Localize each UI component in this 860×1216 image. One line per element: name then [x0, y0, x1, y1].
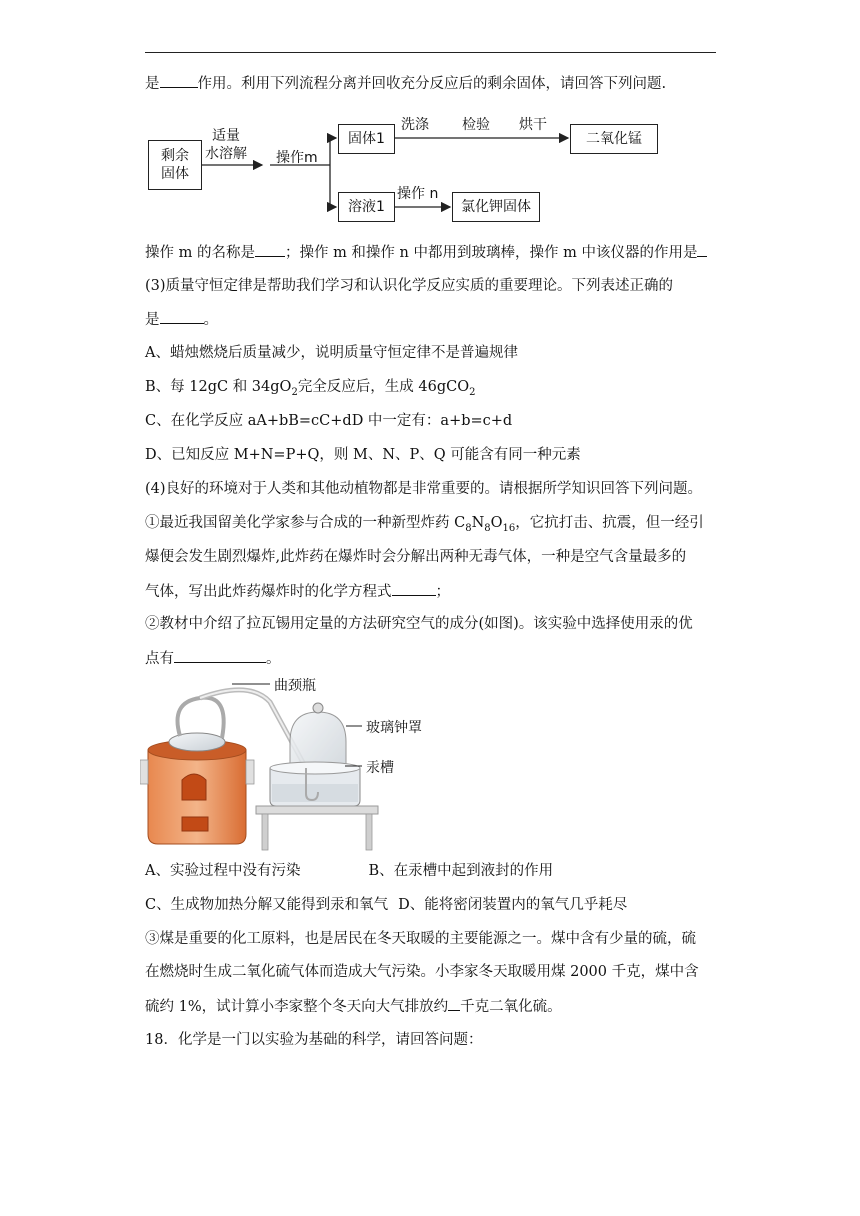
option-c: C、在化学反应 aA+bB=cC+dD 中一定有：a+b=c+d: [145, 413, 513, 429]
flow-box-mno2: 二氧化锰: [570, 124, 658, 154]
flow-label-check: 检验: [462, 117, 490, 133]
apparatus-drawing: [140, 672, 380, 852]
text-line: 是 作用。利用下列流程分离并回收充分反应后的剩余固体，请回答下列问题.: [145, 73, 666, 94]
flow-box-start: 剩余 固体: [148, 140, 202, 190]
text-line: 硫约 1%，试计算小李家整个冬天向大气排放约 千克二氧化硫。: [145, 996, 562, 1017]
flow-label-op-n: 操作 n: [397, 186, 439, 202]
question-18: 18．化学是一门以实验为基础的科学，请回答问题：: [145, 1032, 483, 1048]
text-line: ①最近我国留美化学家参与合成的一种新型炸药 $C_8N_8O_{16}$，它抗打击、抗震，但一经引: [145, 515, 704, 534]
text-line: 操作 m 的名称是 ；操作 m 和操作 n 中都用到玻璃棒，操作 m 中该仪器的作用是: [145, 242, 707, 263]
label-retort: 曲颈瓶: [274, 678, 316, 694]
flow-label-wash: 洗涤: [401, 117, 429, 133]
flow-label-dry: 烘干: [519, 117, 547, 133]
option-row: C、生成物加热分解又能得到汞和氧气 D、能将密闭装置内的氧气几乎耗尽: [145, 897, 628, 913]
flow-box-kcl: 氯化钾固体: [452, 192, 540, 222]
text-line: 爆便会发生剧烈爆炸,此炸药在爆炸时会分解出两种无毒气体，一种是空气含量最多的: [145, 549, 687, 565]
text-line: ②教材中介绍了拉瓦锡用定量的方法研究空气的成分(如图)。该实验中选择使用汞的优: [145, 616, 693, 632]
text-line: 在燃烧时生成二氧化硫气体而造成大气污染。小李家冬天取暖用煤 2000 千克，煤中含: [145, 964, 699, 980]
text-line: (4)良好的环境对于人类和其他动植物都是非常重要的。请根据所学知识回答下列问题。: [145, 481, 703, 497]
label-bell-jar: 玻璃钟罩: [366, 720, 422, 736]
flow-label-amount: 适量: [212, 128, 240, 144]
text-line: 点有 。: [145, 648, 281, 669]
text-line: ③煤是重要的化工原料，也是居民在冬天取暖的主要能源之一。煤中含有少量的硫，硫: [145, 931, 696, 947]
option-row: A、实验过程中没有污染 B、在汞槽中起到液封的作用: [145, 863, 554, 879]
option-a: A、蜡烛燃烧后质量减少，说明质量守恒定律不是普遍规律: [145, 345, 518, 361]
label-mercury-trough: 汞槽: [366, 760, 394, 776]
flow-label-op-m: 操作m: [276, 150, 318, 166]
flow-box-solid1: 固体1: [338, 124, 395, 154]
text-line: 气体，写出此炸药爆炸时的化学方程式 ；: [145, 581, 450, 602]
flow-box-solution1: 溶液1: [338, 192, 395, 222]
flow-label-dissolve: 水溶解: [205, 146, 247, 162]
text-line: (3)质量守恒定律是帮助我们学习和认识化学反应实质的重要理论。下列表述正确的: [145, 278, 674, 294]
option-b: B、每 12gC 和 $34gO_2$完全反应后，生成 46gCO$_2$: [145, 379, 476, 398]
flowchart-arrows: [0, 0, 860, 240]
option-d: D、已知反应 M+N=P+Q，则 M、N、P、Q 可能含有同一种元素: [145, 447, 581, 463]
text-line: 是 。: [145, 309, 218, 330]
